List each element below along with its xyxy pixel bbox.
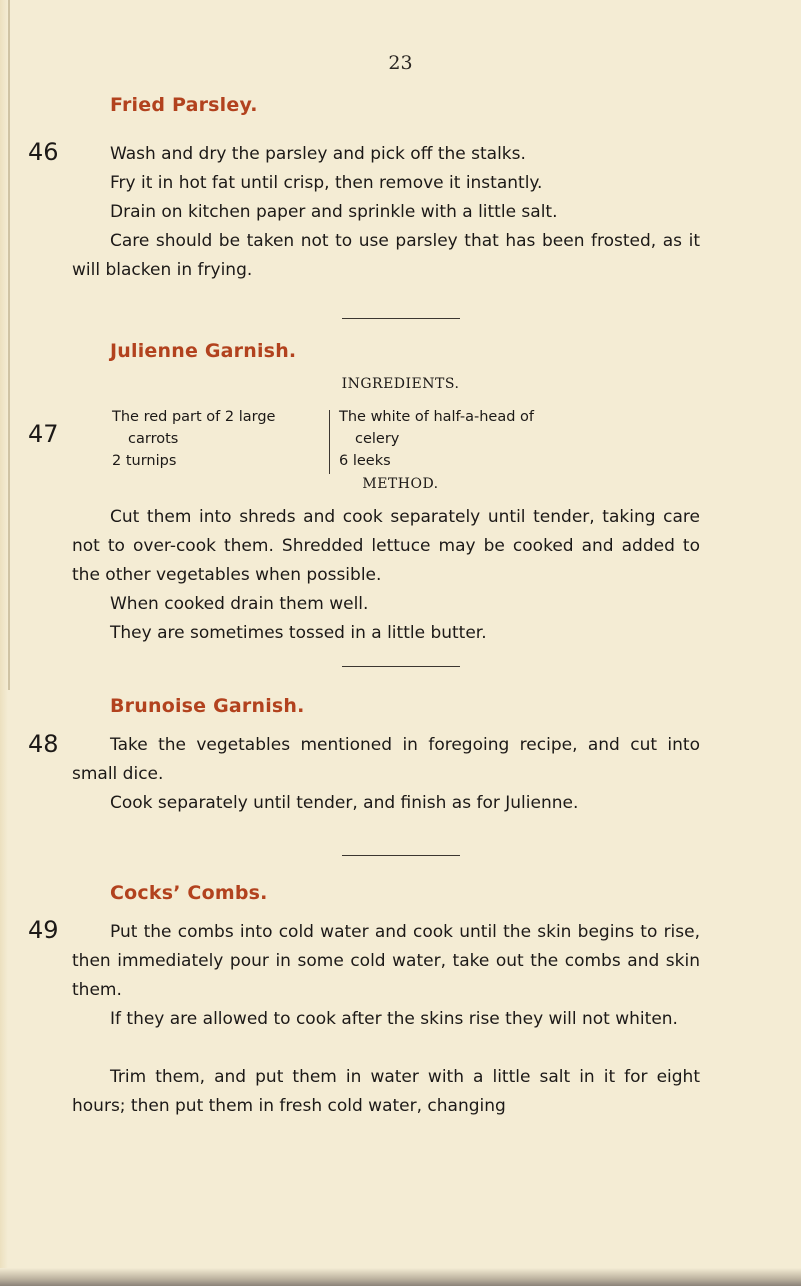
brunoise-garnish-heading: Brunoise Garnish. (110, 695, 305, 717)
method-label: METHOD. (362, 476, 439, 492)
fried-parsley-step-3: Drain on kitchen paper and sprinkle with a little salt. (110, 202, 558, 222)
section-divider (342, 318, 460, 319)
page-number: 23 (388, 52, 413, 74)
brunoise-step-1: Take the vegetables mentioned in foregoing recipe, and cut into small dice. (72, 735, 700, 784)
julienne-garnish-heading: Julienne Garnish. (110, 340, 297, 362)
section-divider (342, 666, 460, 667)
cocks-combs-step-2: If they are allowed to cook after the skins rise they will not whiten. (110, 1009, 678, 1029)
binding-fold-line (8, 0, 10, 690)
ingredient-item: celery (355, 431, 400, 447)
recipe-number-47: 47 (28, 420, 59, 448)
ingredients-left-column (112, 406, 327, 472)
fried-parsley-step-2: Fry it in hot fat until crisp, then remove it instantly. (110, 173, 543, 193)
ingredients-label: INGREDIENTS. (341, 376, 460, 392)
ingredient-item: 6 leeks (339, 453, 391, 469)
page-gutter (0, 0, 8, 1286)
section-divider (342, 855, 460, 856)
ingredient-item: The red part of 2 large (112, 409, 276, 425)
julienne-step-3: They are sometimes tossed in a little butter. (110, 623, 487, 643)
fried-parsley-step-1: Wash and dry the parsley and pick off the stalks. (110, 144, 526, 164)
page-bottom-edge (0, 1268, 801, 1286)
recipe-number-49: 49 (28, 916, 59, 944)
ingredients-list (112, 406, 712, 478)
ingredient-item: carrots (128, 431, 179, 447)
julienne-step-2: When cooked drain them well. (110, 594, 369, 614)
julienne-step-1: Cut them into shreds and cook separately until tender, taking care not to over-cook them. Shredded lettuce may be cooked and added to the other vegetables when possible. (72, 507, 700, 585)
recipe-number-46: 46 (28, 138, 59, 166)
recipe-number-48: 48 (28, 730, 59, 758)
cocks-combs-step-3: Trim them, and put them in water with a little salt in it for eight hours; then put them in fresh cold water, changing (72, 1067, 700, 1116)
ingredients-column-divider (329, 410, 330, 474)
cocks-combs-heading: Cocks’ Combs. (110, 882, 268, 904)
cocks-combs-step-1: Put the combs into cold water and cook until the skin begins to rise, then immediately pour in some cold water, take out the combs and skin them. (72, 922, 700, 1000)
brunoise-step-2: Cook separately until tender, and finish as for Julienne. (110, 793, 579, 813)
fried-parsley-step-4: Care should be taken not to use parsley that has been frosted, as it will blacken in frying. (72, 231, 700, 280)
ingredients-right-column (339, 406, 709, 472)
ingredient-item: The white of half-a-head of (339, 409, 535, 425)
fried-parsley-heading: Fried Parsley. (110, 94, 258, 116)
ingredient-item: 2 turnips (112, 453, 177, 469)
